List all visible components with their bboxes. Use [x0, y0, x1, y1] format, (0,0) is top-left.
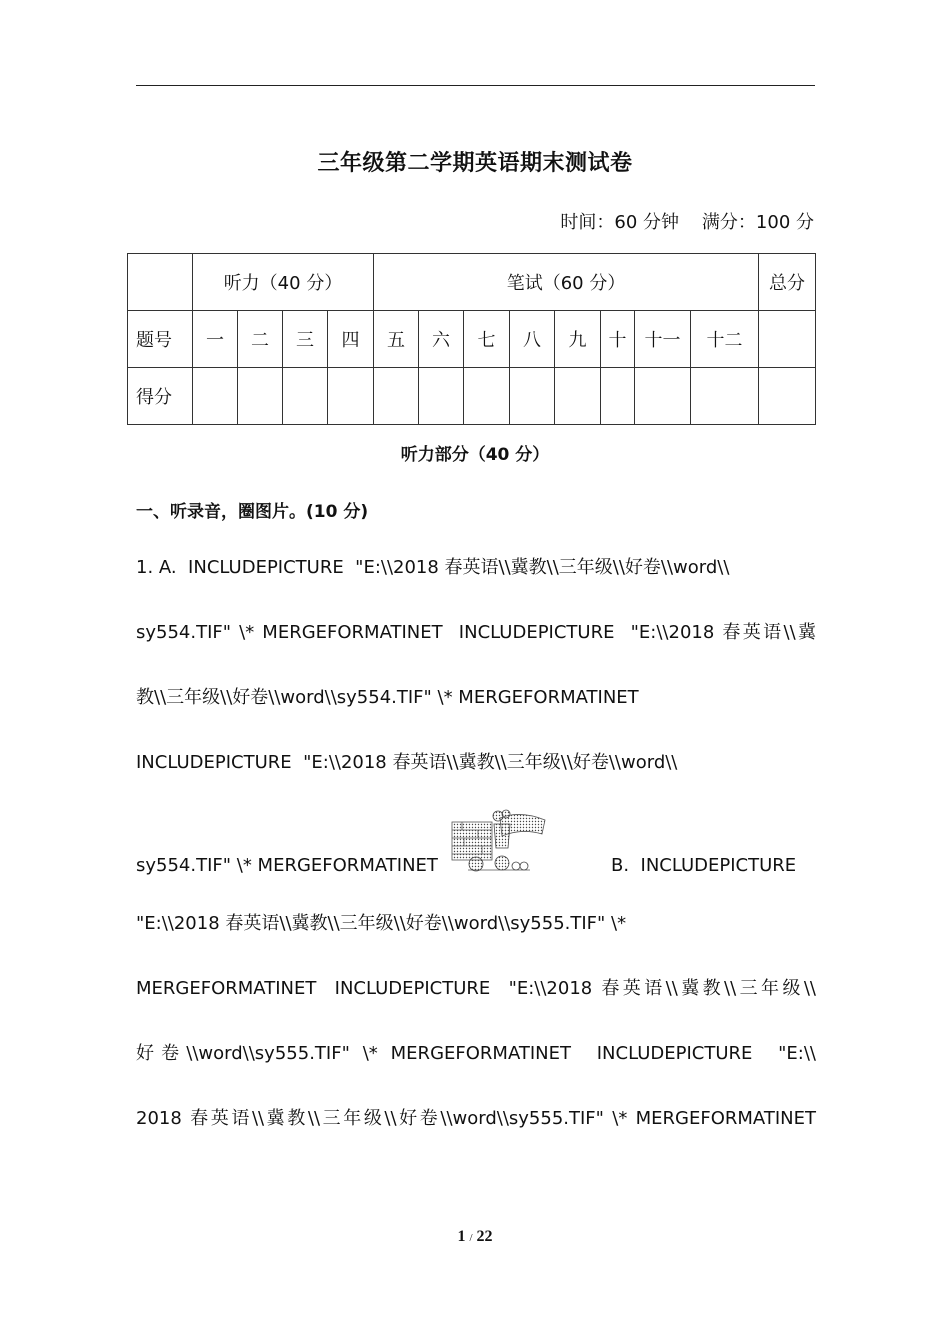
score-cell	[374, 368, 419, 425]
question-number: 二	[238, 311, 283, 368]
question-number: 七	[464, 311, 510, 368]
score-cell	[283, 368, 328, 425]
body-line: MERGEFORMATINET INCLUDEPICTURE "E:\\2018 春英语\\冀教\\三年级\\	[136, 978, 816, 999]
page-separator: /	[469, 1232, 473, 1244]
section-title: 听力部分（40 分）	[400, 445, 550, 465]
body-line: 教\\三年级\\好卷\\word\\sy554.TIF" \* MERGEFORMATINET	[136, 687, 639, 708]
question-number: 八	[510, 311, 555, 368]
page-title: 三年级第二学期英语期末测试卷	[317, 151, 633, 176]
question-number: 一	[193, 311, 238, 368]
score-cell	[555, 368, 601, 425]
body-line: B. INCLUDEPICTURE	[611, 855, 797, 876]
table-header-row	[128, 254, 816, 311]
header-written: 笔试（60 分）	[374, 254, 759, 311]
body-line: sy554.TIF" \* MERGEFORMATINET	[136, 855, 438, 876]
body-line: 好卷\\word\\sy555.TIF" \* MERGEFORMATINET INCLUDEPICTURE "E:\\	[136, 1043, 816, 1064]
children-playing-picture	[450, 808, 550, 874]
score-cell	[635, 368, 691, 425]
table-number-row	[128, 311, 816, 368]
body-line: 1. A. INCLUDEPICTURE "E:\\2018 春英语\\冀教\\三年级\\好卷\\word\\	[136, 557, 730, 578]
score-cell	[419, 368, 464, 425]
table-corner	[128, 254, 193, 311]
row-label-score: 得分	[128, 368, 193, 425]
header-listening: 听力（40 分）	[193, 254, 374, 311]
exam-full-score: 满分：100 分	[701, 212, 814, 233]
body-line: "E:\\2018 春英语\\冀教\\三年级\\好卷\\word\\sy555.TIF" \*	[136, 913, 627, 934]
score-cell	[510, 368, 555, 425]
score-cell	[464, 368, 510, 425]
score-cell	[601, 368, 635, 425]
score-cell	[328, 368, 374, 425]
question-number: 三	[283, 311, 328, 368]
header-total: 总分	[759, 254, 816, 311]
row-label-number: 题号	[128, 311, 193, 368]
score-cell	[193, 368, 238, 425]
exam-meta	[560, 208, 814, 234]
total-empty-cell	[759, 311, 816, 368]
question-title: 一、听录音，圈图片。(10 分)	[136, 502, 369, 522]
body-line: sy554.TIF" \* MERGEFORMATINET INCLUDEPICTURE "E:\\2018 春英语\\冀	[136, 622, 816, 643]
question-number: 十一	[635, 311, 691, 368]
body-line: INCLUDEPICTURE "E:\\2018 春英语\\冀教\\三年级\\好卷\\word\\	[136, 752, 678, 773]
exam-time: 时间：60 分钟	[560, 212, 680, 233]
page-total: 22	[476, 1228, 493, 1245]
question-number: 十	[601, 311, 635, 368]
body-line: 2018 春英语\\冀教\\三年级\\好卷\\word\\sy555.TIF" \* MERGEFORMATINET	[136, 1108, 816, 1129]
question-number: 九	[555, 311, 601, 368]
score-cell	[759, 368, 816, 425]
table-score-row	[128, 368, 816, 425]
page-footer	[0, 1228, 950, 1246]
header-rule	[136, 85, 815, 86]
question-number: 四	[328, 311, 374, 368]
question-number: 六	[419, 311, 464, 368]
score-cell	[238, 368, 283, 425]
score-cell	[691, 368, 759, 425]
score-table	[127, 253, 816, 425]
question-number: 十二	[691, 311, 759, 368]
question-number: 五	[374, 311, 419, 368]
page-number: 1	[457, 1228, 466, 1245]
